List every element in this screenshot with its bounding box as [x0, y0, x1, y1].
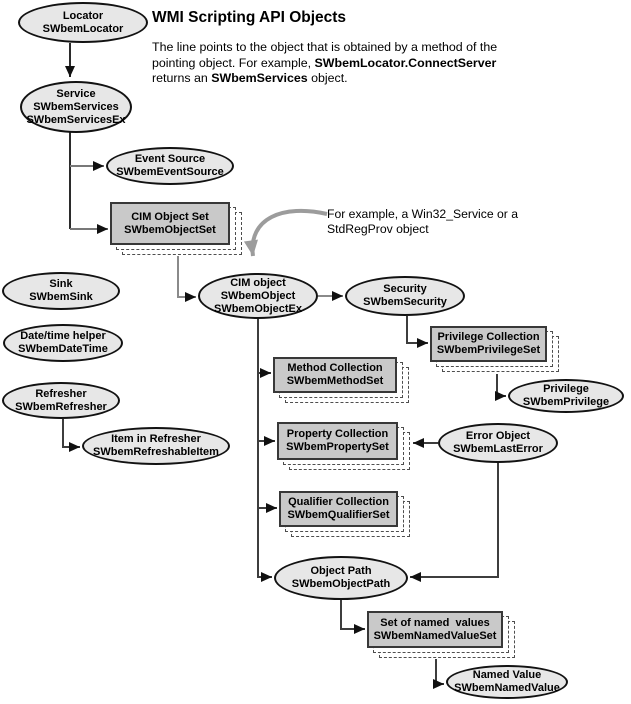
node-label: SWbemMethodSet [286, 375, 384, 387]
diagram-description [152, 40, 497, 87]
node-label: Qualifier Collection [288, 496, 389, 508]
node-label: SWbemObject [220, 289, 296, 302]
connector-security-privilege-collection [407, 316, 428, 343]
node-property-collection [277, 422, 398, 460]
node-label: Privilege [543, 383, 589, 395]
node-label: SWbemServices [33, 100, 119, 113]
node-qualifier-collection [279, 491, 398, 527]
node-privilege-collection [430, 326, 547, 362]
node-error-object [438, 423, 558, 463]
node-method-collection [273, 357, 397, 393]
stack-face [110, 202, 230, 245]
node-label: Refresher [35, 387, 87, 400]
connector-error-object-object-path [410, 463, 498, 577]
node-label: SWbemObjectSet [124, 223, 216, 236]
node-label: CIM object [230, 276, 286, 289]
connector-refresher-item-in-refresher [63, 419, 80, 447]
node-label: Named Value [472, 669, 542, 681]
node-locator [18, 2, 148, 43]
connector-named-value-set-named-value [436, 659, 444, 684]
node-security [345, 276, 465, 316]
node-label: SWbemNamedValue [454, 682, 560, 694]
node-label: Event Source [134, 153, 206, 165]
page-title: WMI Scripting API Objects [152, 9, 347, 26]
stack-face [273, 357, 397, 393]
node-label: SWbemPropertySet [286, 441, 389, 453]
node-label: Item in Refresher [111, 433, 201, 445]
node-label: Locator [62, 9, 104, 22]
node-event-source [106, 147, 234, 185]
connector-privilege-collection-privilege [497, 374, 506, 396]
node-object-path [274, 556, 408, 600]
node-label: SWbemLocator [42, 22, 124, 35]
node-label: Service [56, 87, 96, 100]
description-line: The line points to the object that is obtained by a method of the [152, 40, 498, 54]
description-line: pointing object. For example, SWbemLocator.ConnectServer [152, 55, 497, 70]
node-label: CIM Object Set [131, 210, 209, 223]
node-label: SWbemSink [29, 291, 93, 303]
node-label: SWbemPrivilege [522, 396, 610, 408]
node-label: Error Object [465, 430, 531, 442]
node-label: SWbemNamedValueSet [373, 629, 497, 642]
stack-face [367, 611, 503, 648]
node-label: Property Collection [286, 428, 389, 440]
node-cim-object-set [110, 202, 230, 245]
connector-object-path-named-value-set [341, 600, 365, 629]
node-label: Date/time helper [20, 330, 106, 342]
stack-face [277, 422, 398, 460]
node-label: SWbemSecurity [363, 296, 447, 308]
stack-face [279, 491, 398, 527]
node-label: SWbemRefreshableItem [93, 446, 219, 458]
stack-face [430, 326, 547, 362]
annotation-arrow-curve [253, 211, 327, 256]
description-line: returns an SWbemServices object. [152, 71, 348, 86]
node-label: Security [383, 283, 427, 295]
node-label: SWbemPrivilegeSet [436, 344, 541, 356]
node-item-in-refresher [82, 427, 230, 465]
node-service [20, 81, 132, 133]
node-cim-object [198, 273, 318, 319]
node-refresher [2, 382, 120, 419]
connector-cim-object-trunk-object-path [258, 319, 272, 577]
node-label: SWbemQualifierSet [287, 509, 390, 521]
node-label: Set of named values [380, 616, 490, 629]
annotation-line: StdRegProv object [327, 222, 429, 236]
annotation-text [327, 207, 518, 237]
node-named-value [446, 665, 568, 699]
annotation-line: For example, a Win32_Service or a [327, 207, 519, 221]
node-label: Method Collection [287, 362, 383, 374]
node-label: SWbemObjectPath [291, 578, 391, 590]
node-named-value-set [367, 611, 503, 648]
node-label: SWbemObjectEx [213, 302, 303, 315]
node-label: SWbemDateTime [18, 343, 108, 355]
node-sink [2, 272, 120, 310]
node-label: SWbemLastError [453, 443, 543, 455]
node-label: Sink [49, 278, 73, 290]
node-label: Privilege Collection [437, 331, 540, 343]
node-label: SWbemServicesEx [26, 113, 126, 126]
node-datetime-helper [3, 324, 123, 362]
node-label: SWbemEventSource [116, 166, 224, 178]
node-label: SWbemRefresher [15, 400, 107, 413]
node-privilege [508, 379, 624, 413]
node-label: Object Path [310, 565, 372, 577]
connector-cim-object-set-cim-object [178, 256, 196, 297]
